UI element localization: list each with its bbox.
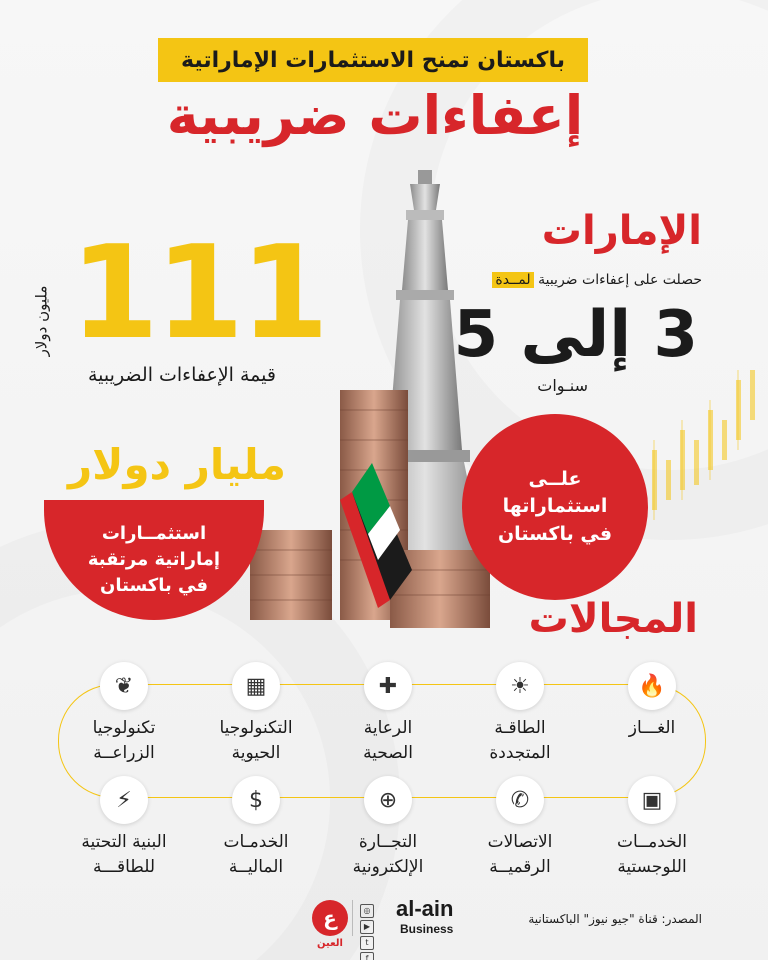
medical-kit-icon: ✚ [364, 662, 412, 710]
exemption-value-label: قيمة الإعفاءات الضريبية [88, 364, 276, 386]
sector-label-line2: الماليــة [228, 856, 284, 877]
source-credit: المصدر: قناة "جيو نيوز" الباكستانية [528, 912, 702, 926]
years-label: سنـوات [537, 376, 588, 395]
circle-line3: في باكستان [497, 522, 613, 545]
uae-subtitle-text: حصلت على إعفاءات ضريبية [538, 272, 702, 288]
sector-item [326, 776, 450, 879]
sector-label-line1: الخدمــات [616, 832, 688, 852]
sector-label [194, 830, 318, 879]
twitter-icon: t [360, 936, 374, 950]
investment-desc-line1: استثمــارات [101, 522, 207, 544]
alain-logo: ع [312, 900, 348, 936]
alain-logo-text: العين [317, 938, 343, 949]
page-title: إعفاءات ضريبية [166, 84, 584, 147]
sector-label-line1: الاتصالات [487, 832, 553, 852]
exemption-years-range: 3 إلى 5 [453, 298, 698, 372]
social-icons [360, 904, 388, 960]
wheat-icon: ❦ [100, 662, 148, 710]
facebook-icon: f [360, 952, 374, 960]
fields-heading: المجالات [528, 596, 698, 642]
sector-label-line2: للطاقـــة [92, 856, 156, 877]
sector-label [590, 830, 714, 879]
logistics-icon: ▣ [628, 776, 676, 824]
sector-item [458, 776, 582, 879]
million-dollar-unit [18, 256, 64, 386]
sector-label [194, 716, 318, 765]
sector-item [458, 662, 582, 765]
exemption-value-number: 111 [70, 219, 326, 368]
uae-subtitle [492, 272, 702, 288]
brand-name: al-ain [396, 896, 454, 921]
sector-label-line1: الخدمـات [223, 832, 289, 852]
headline-banner-text: باكستان تمنح الاستثمارات الإماراتية [181, 47, 565, 73]
phone-icon: ✆ [496, 776, 544, 824]
circle-line1: علــى [528, 467, 582, 490]
sector-label-line1: الغـــاز [628, 718, 676, 738]
youtube-icon: ▶ [360, 920, 374, 934]
sector-label-line2: اللوجستية [617, 856, 687, 877]
solar-panel-icon: ☀ [496, 662, 544, 710]
sector-label-line2: الحيوية [231, 742, 281, 763]
chip-icon: ▦ [232, 662, 280, 710]
sector-item [194, 776, 318, 879]
sector-label [326, 830, 450, 879]
sector-label-line1: الطاقـة [494, 718, 546, 738]
sector-label-line1: الرعاية [363, 718, 413, 738]
headline-banner [158, 38, 588, 82]
sector-item [326, 662, 450, 765]
sector-label-line2: الصحية [363, 742, 413, 763]
sector-label [458, 830, 582, 879]
sector-label-line2: المتجددة [489, 742, 551, 763]
sector-label [590, 716, 714, 741]
million-dollar-text: مليون دولار [32, 285, 50, 357]
investment-desc-line2: إماراتية مرتقبة [87, 548, 221, 570]
footer-divider [352, 900, 353, 936]
sector-item [62, 662, 186, 765]
investments-in-pakistan-circle [462, 414, 648, 600]
investment-amount: مليار دولار [68, 440, 286, 489]
energy-icon: ⚡ [100, 776, 148, 824]
brand-subtitle: Business [400, 922, 454, 936]
sector-label [62, 716, 186, 765]
sector-label [458, 716, 582, 765]
sector-label-line2: الزراعــة [93, 742, 155, 763]
investment-desc-line3: في باكستان [99, 575, 209, 597]
circle-line2: استثماراتها [502, 495, 608, 518]
sector-label-line2: الإلكترونية [352, 856, 424, 877]
sector-item [194, 662, 318, 765]
sector-label-line2: الرقميــة [489, 856, 551, 877]
instagram-icon: ◎ [360, 904, 374, 918]
sector-item [62, 776, 186, 879]
sector-label-line1: التجــارة [358, 832, 418, 852]
sector-label-line1: تكنولوجيا [92, 718, 156, 738]
ecommerce-icon: ⊕ [364, 776, 412, 824]
uae-heading: الإمارات [541, 208, 702, 254]
sector-label [62, 830, 186, 879]
sector-item [590, 776, 714, 879]
coins-icon: $ [232, 776, 280, 824]
sector-label-line1: التكنولوجيا [219, 718, 293, 738]
sector-label-line1: البنية التحتية [81, 832, 167, 852]
flame-icon: 🔥 [628, 662, 676, 710]
sector-item [590, 662, 714, 741]
uae-subtitle-highlight: لمــدة [492, 272, 533, 288]
sector-label [326, 716, 450, 765]
